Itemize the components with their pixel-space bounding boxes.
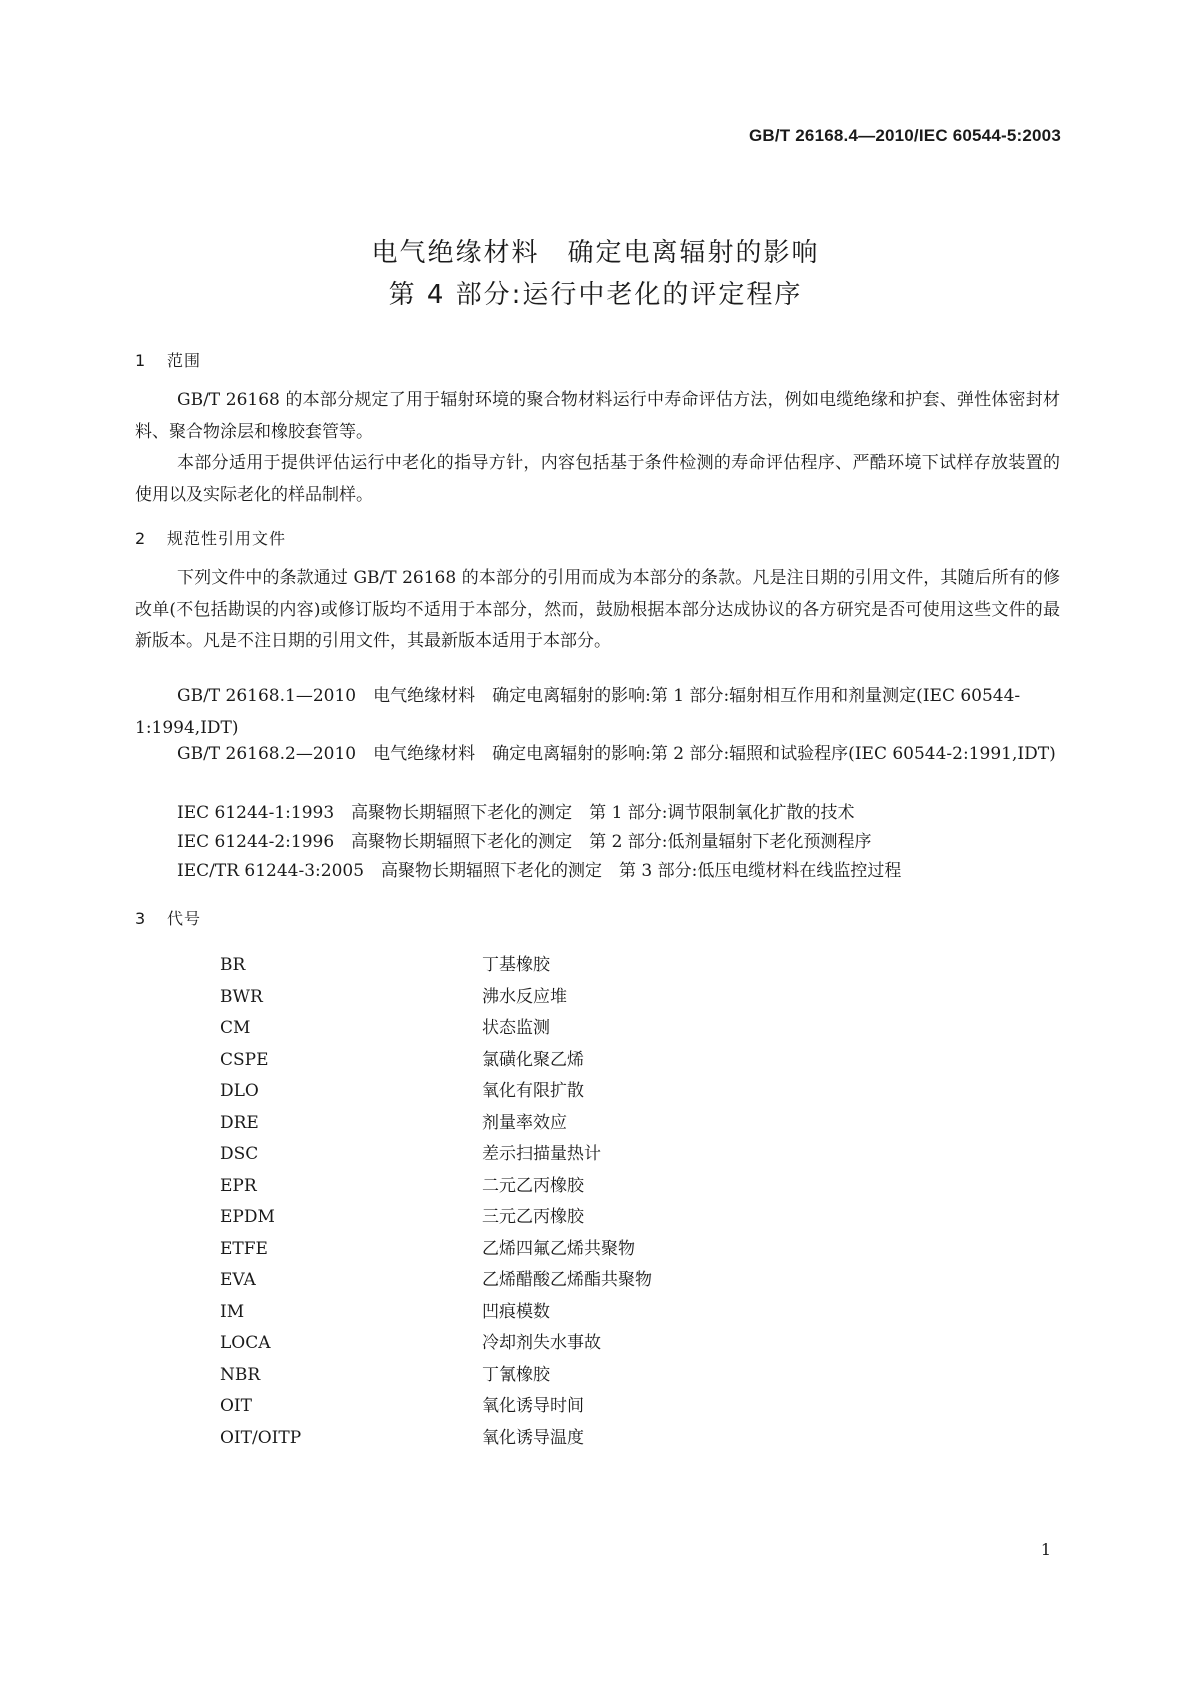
abbreviation-code: BWR: [220, 986, 263, 1007]
abbreviation-row: [220, 1013, 652, 1045]
paragraph: GB/T 26168 的本部分规定了用于辐射环境的聚合物材料运行中寿命评估方法，例如电缆绝缘和护套、弹性体密封材料、聚合物涂层和橡胶套管等。: [135, 390, 1060, 442]
document-title-line-1: 电气绝缘材料 确定电离辐射的影响: [371, 238, 820, 268]
abbreviation-meaning: 氧化诱导时间: [482, 1396, 584, 1416]
section-title: 范围: [167, 351, 202, 370]
abbreviation-code: CM: [220, 1018, 251, 1038]
abbreviation-row: [220, 1139, 652, 1171]
abbreviation-code: DRE: [220, 1112, 259, 1133]
abbreviation-row: [220, 1108, 652, 1140]
section-heading-normative-references: [135, 526, 286, 549]
standard-code: GB/T 26168.4—2010/IEC 60544-5:2003: [748, 126, 1061, 145]
abbreviation-meaning: 状态监测: [482, 1018, 550, 1038]
paragraph: 本部分适用于提供评估运行中老化的指导方针，内容包括基于条件检测的寿命评估程序、严酷环境下试样存放装置的使用以及实际老化的样品制样。: [135, 453, 1060, 505]
abbreviation-meaning: 沸水反应堆: [482, 986, 567, 1007]
abbreviation-row: [220, 1360, 652, 1392]
abbreviation-meaning: 氧化有限扩散: [482, 1081, 584, 1101]
section-title: 规范性引用文件: [167, 529, 287, 548]
abbreviation-code: EPDM: [220, 1207, 275, 1227]
reference-item: IEC 61244-2:1996 高聚物长期辐照下老化的测定 第 2 部分:低剂量辐射下老化预测程序: [177, 832, 872, 852]
section-number: 3: [135, 909, 147, 928]
abbreviation-meaning: 丁基橡胶: [482, 955, 550, 975]
abbreviation-row: [220, 950, 652, 982]
abbreviation-row: [220, 1391, 652, 1423]
abbreviation-code: DLO: [220, 1081, 259, 1101]
reference-item: IEC 61244-1:1993 高聚物长期辐照下老化的测定 第 1 部分:调节限制氧化扩散的技术: [177, 803, 855, 823]
abbreviation-row: [220, 1234, 652, 1266]
abbreviation-meaning: 三元乙丙橡胶: [482, 1207, 584, 1227]
abbreviation-code: EPR: [220, 1175, 257, 1196]
abbreviation-code: OIT: [220, 1396, 252, 1416]
abbreviation-meaning: 氧化诱导温度: [482, 1427, 584, 1448]
reference-item: IEC/TR 61244-3:2005 高聚物长期辐照下老化的测定 第 3 部分:低压电缆材料在线监控过程: [177, 861, 902, 881]
abbreviation-meaning: 冷却剂失水事故: [482, 1333, 601, 1353]
abbreviation-code: LOCA: [220, 1333, 271, 1353]
abbreviation-meaning: 剂量率效应: [482, 1112, 567, 1133]
abbreviation-code: ETFE: [220, 1238, 268, 1259]
abbreviation-code: NBR: [220, 1364, 261, 1385]
abbreviation-row: [220, 1265, 652, 1297]
abbreviation-row: [220, 1045, 652, 1077]
abbreviation-row: [220, 1202, 652, 1234]
abbreviation-meaning: 凹痕模数: [482, 1301, 550, 1322]
abbreviation-row: [220, 1423, 652, 1455]
abbreviation-code: CSPE: [220, 1049, 269, 1070]
abbreviation-meaning: 氯磺化聚乙烯: [482, 1049, 584, 1070]
abbreviation-row: [220, 982, 652, 1014]
page-number: 1: [1040, 1540, 1051, 1559]
section-title: 代号: [167, 909, 202, 928]
section-number: 1: [135, 351, 147, 370]
abbreviation-code: OIT/OITP: [220, 1427, 302, 1448]
abbreviation-code: DSC: [220, 1144, 259, 1164]
abbreviation-meaning: 乙烯四氟乙烯共聚物: [482, 1238, 635, 1259]
abbreviation-row: [220, 1171, 652, 1203]
abbreviation-code: BR: [220, 955, 246, 975]
paragraph: 下列文件中的条款通过 GB/T 26168 的本部分的引用而成为本部分的条款。凡是注日期的引用文件，其随后所有的修改单(不包括勘误的内容)或修订版均不适用于本部分，然而，鼓励根据本部分达成协议的各方研究是否可使用这些文件的最新版本。凡是不注日期的引用文件，其最新版本适用于本部分。: [135, 568, 1060, 651]
abbreviation-row: [220, 1076, 652, 1108]
section-heading-abbreviations: [135, 906, 201, 929]
abbreviation-meaning: 二元乙丙橡胶: [482, 1175, 584, 1196]
document-title-line-2: 第 4 部分:运行中老化的评定程序: [388, 280, 803, 310]
abbreviation-meaning: 乙烯醋酸乙烯酯共聚物: [482, 1270, 652, 1290]
abbreviation-meaning: 差示扫描量热计: [482, 1144, 601, 1164]
reference-item: GB/T 26168.2—2010 电气绝缘材料 确定电离辐射的影响:第 2 部分:辐照和试验程序(IEC 60544-2:1991,IDT): [177, 744, 1056, 764]
abbreviation-list: [220, 950, 652, 1454]
abbreviation-code: IM: [220, 1301, 245, 1322]
reference-item: GB/T 26168.1—2010 电气绝缘材料 确定电离辐射的影响:第 1 部分:辐射相互作用和剂量测定(IEC 60544-1:1994,IDT): [135, 686, 1021, 738]
section-number: 2: [135, 529, 147, 548]
section-heading-scope: [135, 348, 201, 371]
abbreviation-row: [220, 1297, 652, 1329]
abbreviation-row: [220, 1328, 652, 1360]
abbreviation-meaning: 丁氰橡胶: [482, 1364, 550, 1385]
abbreviation-code: EVA: [220, 1270, 256, 1290]
